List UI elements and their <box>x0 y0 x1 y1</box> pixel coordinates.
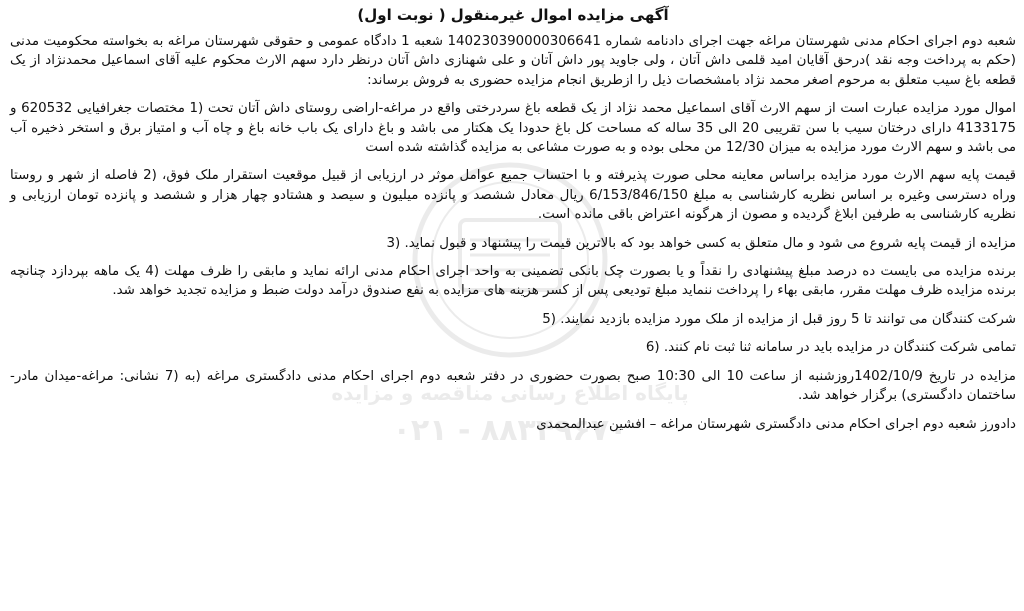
watermark-line1: پایگاه اطلاع رسانی مناقصه و مزایده <box>331 381 689 405</box>
item-5: شرکت کنندگان می توانند تا 5 روز قبل از مزایده از ملک مورد مزایده بازدید نمایند. (5 <box>542 311 1016 327</box>
notice-body <box>10 4 1016 607</box>
item-1: اموال مورد مزایده عبارت است از سهم الارث آقای اسماعیل محمد نژاد از یک قطعه باغ سردرختی واقع در مراغه-اراضی روستای داش آتان تحت (1 مختصات جغرافیایی 620532 و 4133175 دارای درختان سیب با سن تقریبی 20 الی 35 ساله که مساحت کل باغ حدودا یک هکتار می باشد و باغ دارای یک باب خانه باغ و چاه آب و امتیاز برق و استخر ذخیره آب می باشد و سهم الارث مورد مزایده به میزان 12/30 من محلی بوده و به صورت مشاعی به مزایده گذاشته شده است <box>10 101 1016 156</box>
watermark-line2: ۰۲۱ - ۸۸۳۴۹۶۷۰ <box>392 413 628 448</box>
item-4: برنده مزایده می بایست ده درصد مبلغ پیشنهادی را نقداً و یا بصورت چک بانکی تضمینی به واحد اجرای احکام مدنی ارائه نماید و مابقی را ظرف مهلت (4 یک ماهه بپردازد چنانچه برنده مزایده ظرف مهلت مقرر، مابقی بهاء را پرداخت ننماید مبلغ تودیعی پس از کسر هزینه های مزایده به نفع صندوق درآمد دولت ضبط و مزایده تجدید خواهد شد. <box>10 264 1016 299</box>
item-7: مزایده در تاریخ 1402/10/9روزشنبه از ساعت 10 الی 10:30 صبح بصورت حضوری در دفتر شعبه دوم اجرای احکام مدنی دادگستری مراغه (به (7 نشانی: مراغه-میدان مادر-ساختمان دادگستری) برگزار خواهد شد. <box>10 368 1016 404</box>
notice-title: آگهی مزایده اموال غیرمنقول ( نوبت اول) <box>357 6 669 24</box>
item-6: تمامی شرکت کنندگان در مزایده باید در سامانه ثنا ثبت نام کنند. (6 <box>645 340 1016 356</box>
item-3: مزایده از قیمت پایه شروع می شود و مال متعلق به کسی خواهد بود که بالاترین قیمت را پیشنهاد و قبول نماید. (3 <box>386 235 1016 251</box>
item-2: قیمت پایه سهم الارث مورد مزایده براساس معاینه محلی صورت پذیرفته و با احتساب جمیع عوامل موثر در ارزیابی از قبیل موقعیت استقرار ملک فوق، (2 فاصله از شهر و روستا وراه دسترسی وغیره بر اساس نظریه کارشناسی به مبلغ 6/153/846/150 ریال معادل ششصد و پانزده میلیون و سیصد و هشتادو چهار هزار و ششصد و پانزده تومان ارزیابی و نظریه کارشناسی به طرفین ابلاغ گردیده و مصون از هرگونه اعتراض باقی مانده است. <box>10 168 1016 223</box>
intro-paragraph: شعبه دوم اجرای احکام مدنی شهرستان مراغه جهت اجرای دادنامه شماره 140230390000306641 شعبه 1 دادگاه عمومی و حقوقی شهرستان مراغه به بخواسته محکومیت مدنی (حکم به پرداخت وجه نقد )درحق آقایان امید قلمی داش آتان ، ولی جاوید پور داش آتان و علی شهنازی داش آتان درنظر دارد سهم الارث محکوم علیه آقای اسماعیل محمدنژاد از یک قطعه باغ سیب متعلق به مرحوم اصغر محمد نژاد بامشخصات ذیل را ازطریق انجام مزایده حضوری به فروش برساند: <box>10 34 1016 88</box>
signature-line: دادورز شعبه دوم اجرای احکام مدنی دادگستری شهرستان مراغه – افشین عبدالمحمدی <box>536 416 1016 432</box>
